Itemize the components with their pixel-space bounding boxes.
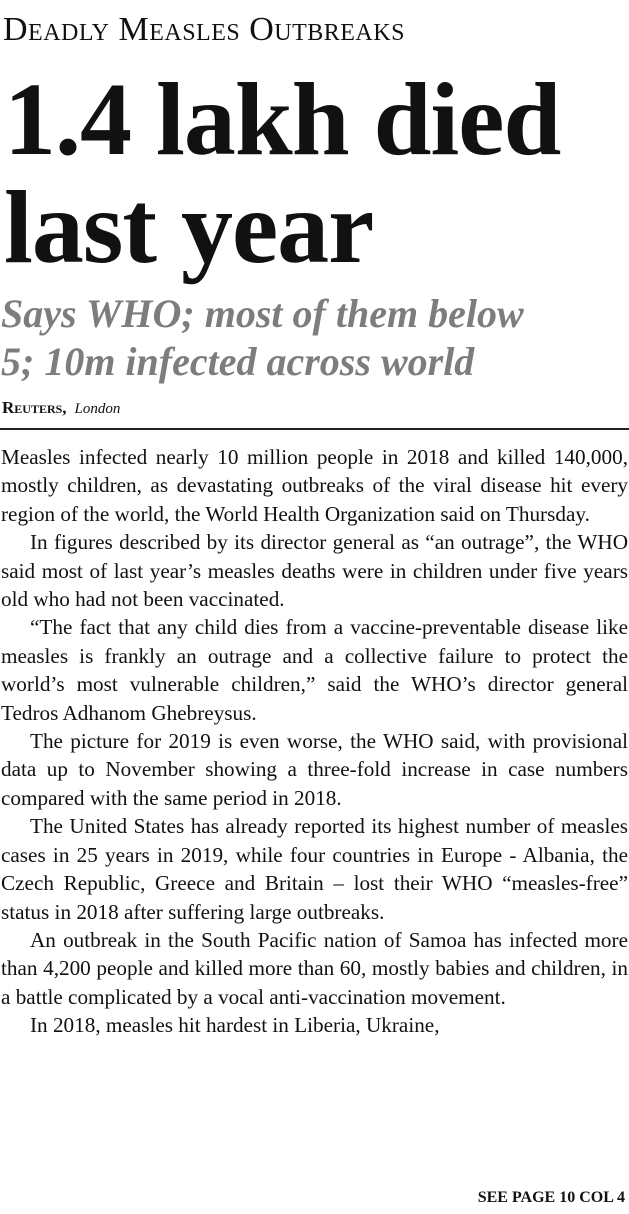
paragraph: The United States has already reported its highest number of measles cases in 25 years in 2019, while four countries in Europe - Albania, the Czech Republic, Greece and Britain – lost their WHO “measles-free” status in 2018 after suffering large outbreaks.	[1, 814, 628, 924]
kicker: Deadly Measles Outbreaks	[3, 11, 405, 48]
subheadline	[1, 290, 629, 386]
divider-rule	[0, 428, 629, 430]
paragraph: The picture for 2019 is even worse, the WHO said, with provisional data up to November showing a three-fold increase in case numbers compared with the same period in 2018.	[1, 729, 628, 810]
continuation-jump-line: SEE PAGE 10 COL 4	[477, 1189, 625, 1206]
paragraph: In figures described by its director general as “an outrage”, the WHO said most of last year’s measles deaths were in children under five years old who had not been vaccinated.	[1, 530, 628, 612]
subheadline-line-2: 5; 10m infected across world	[1, 339, 475, 384]
byline-dateline: London	[74, 401, 121, 417]
headline-line-2: last year	[4, 170, 374, 285]
paragraph: Measles infected nearly 10 million people in 2018 and killed 140,000, mostly children, as devastating outbreaks of the viral disease hit every region of the world, the World Health Organization said on Thursday.	[1, 445, 628, 526]
subheadline-line-1: Says WHO; most of them below	[1, 291, 524, 336]
headline-line-1: 1.4 lakh died	[4, 62, 561, 177]
paragraph: In 2018, measles hit hardest in Liberia, Ukraine,	[30, 1013, 440, 1038]
paragraph: An outbreak in the South Pacific nation of Samoa has infected more than 4,200 people and killed more than 60, mostly babies and children, in a battle complicated by a vocal anti-vaccination movement.	[1, 927, 628, 1009]
headline	[4, 62, 629, 285]
byline	[2, 398, 120, 419]
paragraph: “The fact that any child dies from a vaccine-preventable disease like measles is frankly an outrage and a collective failure to protect the world’s most vulnerable children,” said the WHO’s director general Tedros Adhanom Ghebreysus.	[1, 615, 628, 725]
byline-agency: Reuters,	[2, 398, 67, 417]
article-body	[1, 443, 628, 1040]
